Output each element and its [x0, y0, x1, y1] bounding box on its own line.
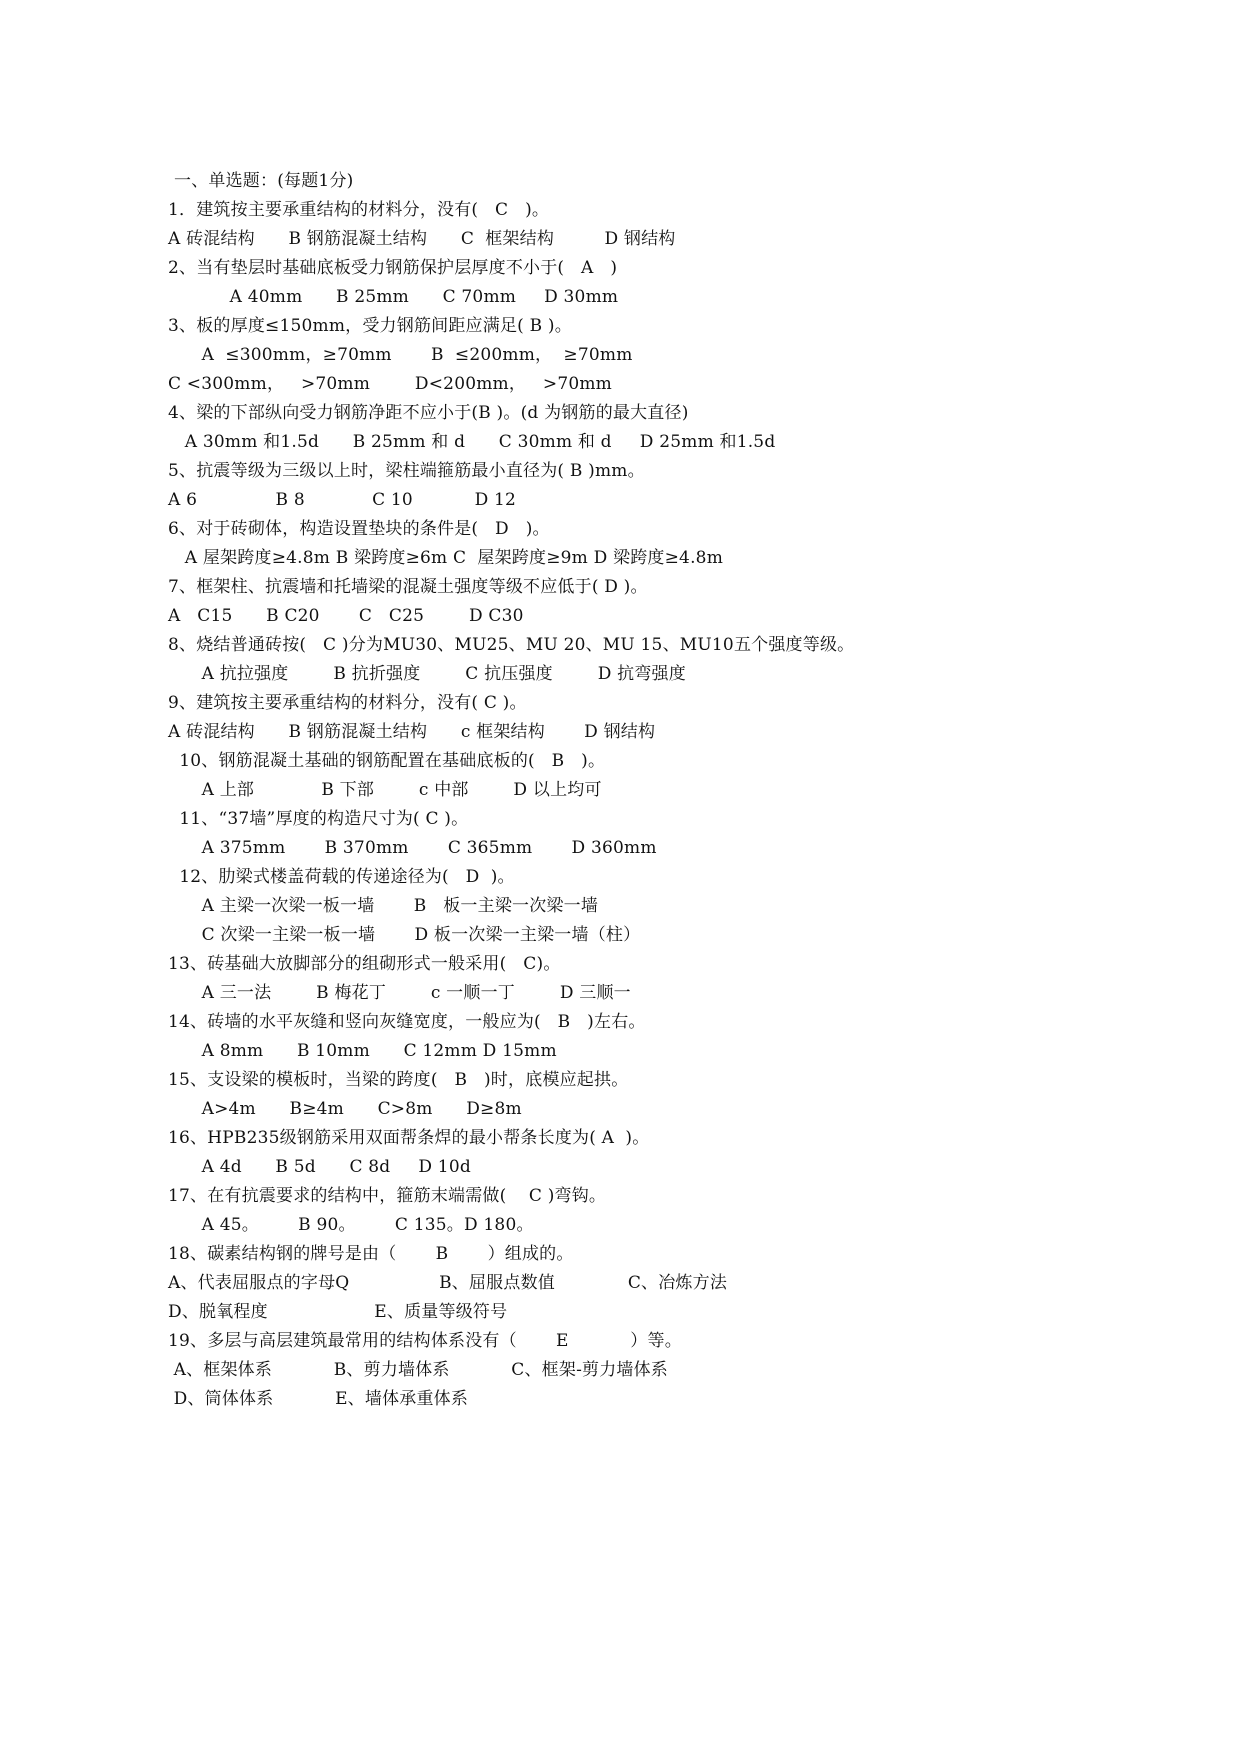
- question-19: 19、多层与高层建筑最常用的结构体系没有（ E ）等。: [168, 1331, 682, 1351]
- question-7: 7、框架柱、抗震墙和托墙梁的混凝土强度等级不应低于( D )。: [168, 577, 648, 597]
- question-1-options: A 砖混结构 B 钢筋混凝土结构 C 框架结构 D 钢结构: [168, 229, 676, 249]
- question-14: 14、砖墙的水平灰缝和竖向灰缝宽度，一般应为( B )左右。: [168, 1012, 646, 1032]
- question-12-options-b: C 次梁一主梁一板一墙 D 板一次梁一主梁一墙（柱）: [168, 925, 641, 945]
- question-16: 16、HPB235级钢筋采用双面帮条焊的最小帮条长度为( A )。: [168, 1128, 650, 1148]
- question-8: 8、烧结普通砖按( C )分为MU30、MU25、MU 20、MU 15、MU10五个强度等级。: [168, 635, 855, 655]
- question-7-options: A C15 B C20 C C25 D C30: [168, 606, 524, 626]
- question-4-options: A 30mm 和1.5d B 25mm 和 d C 30mm 和 d D 25mm 和1.5d: [168, 432, 776, 452]
- question-5: 5、抗震等级为三级以上时，梁柱端箍筋最小直径为( B )mm。: [168, 461, 645, 481]
- question-9: 9、建筑按主要承重结构的材料分，没有( C )。: [168, 693, 527, 713]
- question-14-options: A 8mm B 10mm C 12mm D 15mm: [168, 1041, 557, 1061]
- question-3: 3、板的厚度≤150mm，受力钢筋间距应满足( B )。: [168, 316, 572, 336]
- question-13: 13、砖基础大放脚部分的组砌形式一般采用( C)。: [168, 954, 561, 974]
- question-17: 17、在有抗震要求的结构中，箍筋末端需做( C )弯钩。: [168, 1186, 607, 1206]
- question-19-options-a: A、框架体系 B、剪力墙体系 C、框架-剪力墙体系: [168, 1360, 669, 1380]
- question-8-options: A 抗拉强度 B 抗折强度 C 抗压强度 D 抗弯强度: [168, 664, 686, 684]
- question-11-options: A 375mm B 370mm C 365mm D 360mm: [168, 838, 657, 858]
- question-15: 15、支设梁的模板时，当梁的跨度( B )时，底模应起拱。: [168, 1070, 629, 1090]
- question-5-options: A 6 B 8 C 10 D 12: [168, 490, 517, 510]
- question-13-options: A 三一法 B 梅花丁 c 一顺一丁 D 三顺一: [168, 983, 631, 1003]
- question-3-options-a: A ≤300mm，≥70mm B ≤200mm， ≥70mm: [168, 345, 633, 365]
- question-12-options-a: A 主梁一次梁一板一墙 B 板一主梁一次梁一墙: [168, 896, 599, 916]
- section-title: 一、单选题：(每题1分): [174, 171, 354, 191]
- question-15-options: A>4m B≥4m C>8m D≥8m: [168, 1099, 522, 1119]
- question-2-options: A 40mm B 25mm C 70mm D 30mm: [168, 287, 619, 307]
- question-11: 11、“37墙”厚度的构造尺寸为( C )。: [168, 809, 469, 829]
- question-12: 12、肋梁式楼盖荷载的传递途径为( D )。: [168, 867, 515, 887]
- question-18-options-a: A、代表屈服点的字母Q B、屈服点数值 C、冶炼方法: [168, 1273, 728, 1293]
- question-10-options: A 上部 B 下部 c 中部 D 以上均可: [168, 780, 602, 800]
- question-6: 6、对于砖砌体，构造设置垫块的条件是( D )。: [168, 519, 550, 539]
- question-1: 1．建筑按主要承重结构的材料分，没有( C )。: [168, 200, 550, 220]
- question-18-options-b: D、脱氧程度 E、质量等级符号: [168, 1302, 508, 1322]
- question-17-options: A 45。 B 90。 C 135。D 180。: [168, 1215, 534, 1235]
- question-16-options: A 4d B 5d C 8d D 10d: [168, 1157, 471, 1177]
- question-9-options: A 砖混结构 B 钢筋混凝土结构 c 框架结构 D 钢结构: [168, 722, 656, 742]
- question-19-options-b: D、筒体体系 E、墙体承重体系: [168, 1389, 469, 1409]
- question-10: 10、钢筋混凝土基础的钢筋配置在基础底板的( B )。: [168, 751, 606, 771]
- question-2: 2、当有垫层时基础底板受力钢筋保护层厚度不小于( A ): [168, 258, 618, 278]
- question-4: 4、梁的下部纵向受力钢筋净距不应小于(B )。(d 为钢筋的最大直径): [168, 403, 689, 423]
- question-6-options: A 屋架跨度≥4.8m B 梁跨度≥6m C 屋架跨度≥9m D 梁跨度≥4.8m: [168, 548, 724, 568]
- question-18: 18、碳素结构钢的牌号是由（ B ）组成的。: [168, 1244, 574, 1264]
- question-3-options-b: C <300mm， >70mm D<200mm， >70mm: [168, 374, 612, 394]
